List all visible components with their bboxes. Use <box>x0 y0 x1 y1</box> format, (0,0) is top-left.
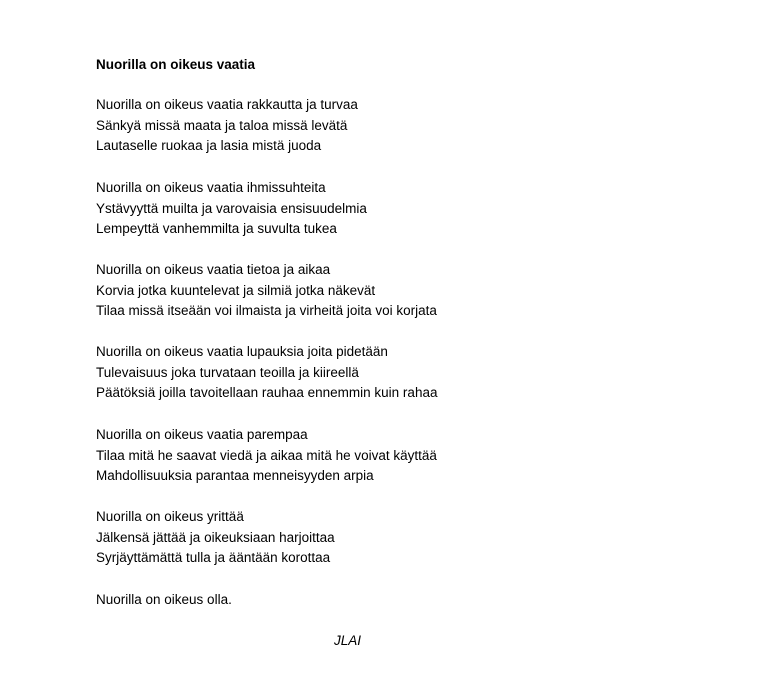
poem-line: Tilaa mitä he saavat viedä ja aikaa mitä he voivat käyttää <box>96 447 437 463</box>
poem-line: Päätöksiä joilla tavoitellaan rauhaa ennemmin kuin rahaa <box>96 385 438 401</box>
poem-line: Nuorilla on oikeus vaatia tietoa ja aikaa <box>96 262 331 277</box>
poem-line: Tulevaisuus joka turvataan teoilla ja kiireellä <box>96 364 359 380</box>
stanza-1 <box>96 95 358 157</box>
stanza-3 <box>96 260 437 322</box>
poem-line: Syrjäyttämättä tulla ja ääntään korottaa <box>96 550 331 566</box>
poem-line: Lempeyttä vanhemmilta ja suvulta tukea <box>96 221 337 237</box>
poem-line: Nuorilla on oikeus vaatia parempaa <box>96 427 308 442</box>
stanza-4 <box>96 342 437 404</box>
poem-line: Ystävyyttä muilta ja varovaisia ensisuudelmia <box>96 200 367 216</box>
poem-line: Korvia jotka kuuntelevat ja silmiä jotka näkevät <box>96 282 376 298</box>
poem-title: Nuorilla on oikeus vaatia <box>96 57 256 72</box>
poem-line: Sänkyä missä maata ja taloa missä levätä <box>96 117 348 133</box>
author-signature: JLAI <box>334 633 362 648</box>
poem-line: Lautaselle ruokaa ja lasia mistä juoda <box>96 138 322 154</box>
poem-line: Nuorilla on oikeus vaatia ihmissuhteita <box>96 180 326 195</box>
poem-line: Mahdollisuuksia parantaa menneisyyden arpia <box>96 468 374 484</box>
poem-line: Nuorilla on oikeus vaatia rakkautta ja turvaa <box>96 97 358 112</box>
poem-line: Nuorilla on oikeus olla. <box>96 592 232 607</box>
poem-line: Nuorilla on oikeus vaatia lupauksia joita pidetään <box>96 344 388 359</box>
stanza-5 <box>96 425 437 487</box>
poem-line: Nuorilla on oikeus yrittää <box>96 509 244 524</box>
stanza-2 <box>96 178 367 240</box>
stanza-7 <box>96 590 232 611</box>
stanza-6 <box>96 507 335 569</box>
poem-line: Jälkensä jättää ja oikeuksiaan harjoittaa <box>96 529 335 545</box>
poem-line: Tilaa missä itseään voi ilmaista ja virheitä joita voi korjata <box>96 303 437 319</box>
